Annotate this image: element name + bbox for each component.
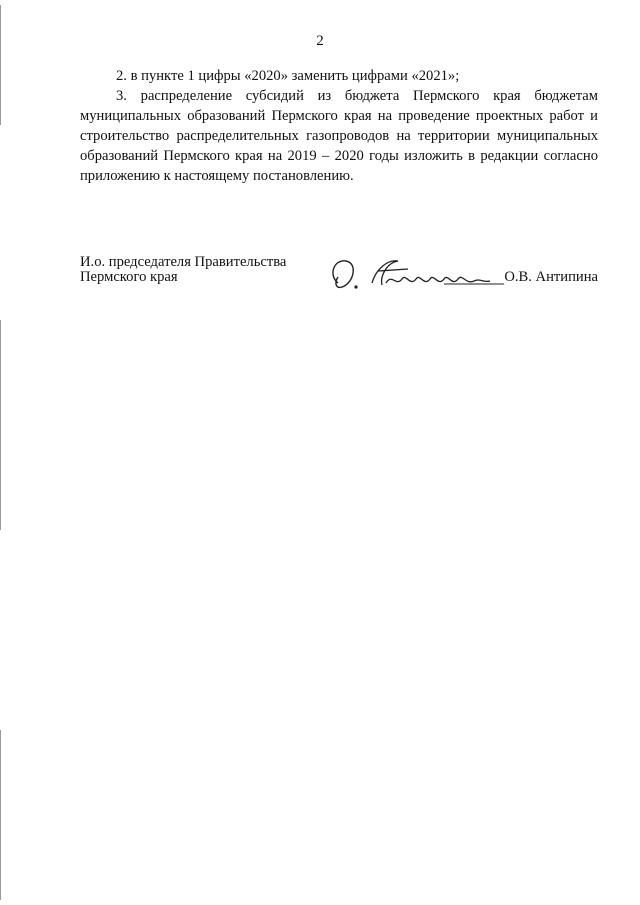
scan-edge-line-top [0,5,1,125]
scan-edge-line-middle [0,320,1,530]
signer-title-line-2: Пермского края [80,269,178,285]
signature-block [80,255,598,295]
document-body [80,66,598,186]
page-number: 2 [316,33,324,49]
signer-name: О.В. Антипина [504,269,598,285]
paragraph-item-2: 2. в пункте 1 цифры «2020» заменить цифрами «2021»; [116,68,460,84]
signer-title-line-1: И.о. председателя Правительства [80,254,287,270]
handwritten-signature [324,253,514,297]
signer-title [80,255,286,285]
scan-edge-line-bottom [0,730,1,900]
paragraph-item-3: 3. распределение субсидий из бюджета Пермского края бюджетам муниципальных образований Пермского края на проведение проектных работ и строительство распределительных газопроводов на территории муниципальных образований Пермского края на 2019 – 2020 годы изложить в редакции согласно приложению к настоящему постановлению. [80,88,598,184]
